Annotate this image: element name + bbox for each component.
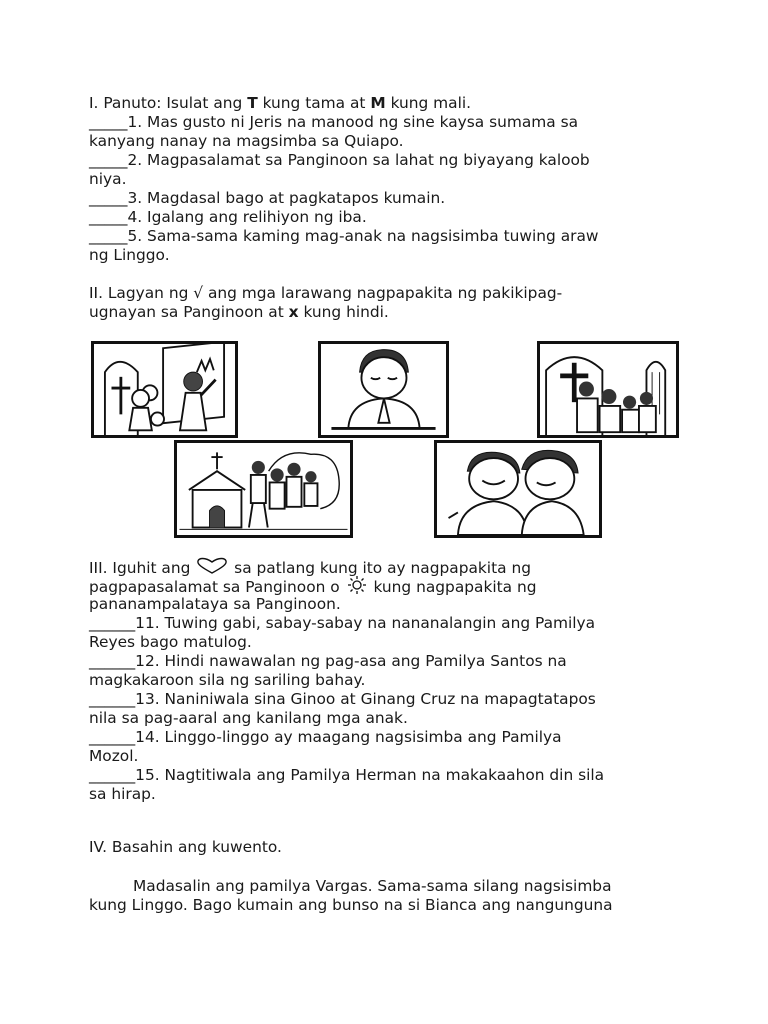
item-line: sa hirap.: [89, 785, 156, 803]
item-line: kanyang nanay na magsimba sa Quiapo.: [89, 132, 404, 150]
boy-praying-illustration: [321, 344, 446, 435]
picture-boy-praying: [318, 341, 449, 438]
item-line: Mozol.: [89, 747, 139, 765]
section-3-heading-cont: pagpapasalamat sa Panginoon o kung nagpapakita ng: [89, 576, 689, 595]
item-line: ______15. Nagtitiwala ang Pamilya Herman na makakaahon din sila: [89, 766, 605, 784]
section-2-heading: II. Lagyan ng √ ang mga larawang nagpapakita ng pakikipag-: [89, 284, 563, 302]
picture-family-in-church: [537, 341, 679, 438]
story-line: Madasalin ang pamilya Vargas. Sama-sama silang nagsisimba: [133, 877, 612, 895]
item-line: ______14. Linggo-linggo ay maagang nagsisimba ang Pamilya: [89, 728, 562, 746]
story-line: kung Linggo. Bago kumain ang bunso na si Bianca ang nangunguna: [89, 896, 613, 914]
item-line: Reyes bago matulog.: [89, 633, 252, 651]
picture-family-walking-to-church: [174, 440, 353, 538]
section-3: [89, 557, 689, 804]
item-line: magkakaroon sila ng sariling bahay.: [89, 671, 366, 689]
item-line: niya.: [89, 170, 127, 188]
item-line: _____2. Magpasalamat sa Panginoon sa lahat ng biyayang kaloob: [89, 151, 590, 169]
item-line: ______13. Naniniwala sina Ginoo at Ginang Cruz na mapagtatapos: [89, 690, 596, 708]
section-3-heading: III. Iguhit ang sa patlang kung ito ay nagpapakita ng: [89, 557, 689, 576]
item-line: _____4. Igalang ang relihiyon ng iba.: [89, 208, 367, 226]
boys-whispering-illustration: [437, 443, 599, 535]
item-line: ______12. Hindi nawawalan ng pag-asa ang Pamilya Santos na: [89, 652, 567, 670]
section-3-heading-cont: pananampalataya sa Panginoon.: [89, 595, 341, 613]
picture-boys-whispering: [434, 440, 602, 538]
section-1-heading: I. Panuto: Isulat ang T kung tama at M kung mali.: [89, 94, 472, 112]
picture-children-drawing-on-wall: [91, 341, 238, 438]
item-line: ng Linggo.: [89, 246, 170, 264]
children-drawing-illustration: [94, 344, 235, 435]
item-line: _____3. Magdasal bago at pagkatapos kumain.: [89, 189, 446, 207]
section-2: [89, 284, 689, 322]
sun-icon: [345, 576, 369, 599]
item-line: _____1. Mas gusto ni Jeris na manood ng sine kaysa sumama sa: [89, 113, 579, 131]
story-paragraph: [89, 877, 689, 915]
family-walking-illustration: [177, 443, 350, 535]
item-line: _____5. Sama-sama kaming mag-anak na nagsisimba tuwing araw: [89, 227, 599, 245]
section-2-heading-cont: ugnayan sa Panginoon at x kung hindi.: [89, 303, 389, 321]
family-in-church-illustration: [540, 344, 676, 435]
section-4-heading: IV. Basahin ang kuwento.: [89, 838, 282, 856]
section-4: [89, 838, 689, 857]
section-1: [89, 94, 689, 265]
item-line: ______11. Tuwing gabi, sabay-sabay na nananalangin ang Pamilya: [89, 614, 596, 632]
item-line: nila sa pag-aaral ang kanilang mga anak.: [89, 709, 408, 727]
